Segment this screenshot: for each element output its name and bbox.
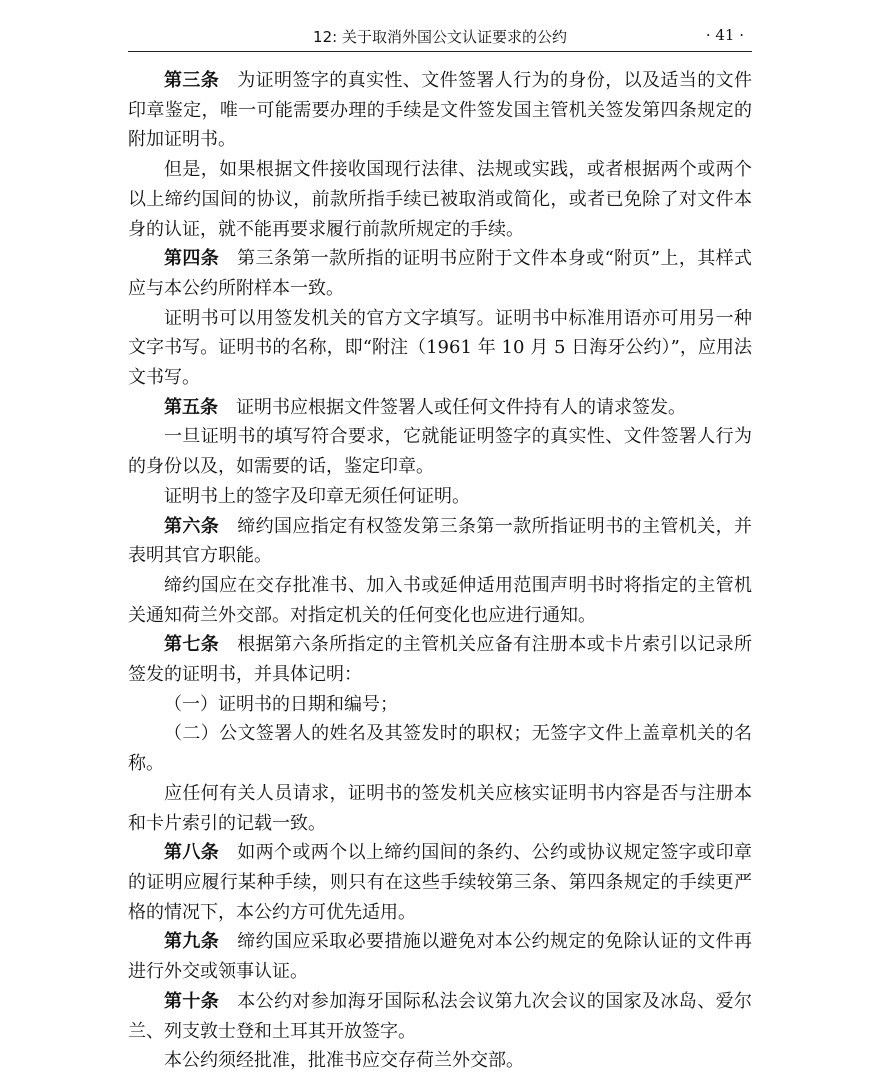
- article-number: 第八条: [164, 842, 220, 864]
- paragraph-text: 证明书上的签字及印章无须任何证明。: [164, 485, 470, 507]
- header-rule: [128, 51, 752, 52]
- paragraph-text: 一旦证明书的填写符合要求，它就能证明签字的真实性、文件签署人行为的身份以及，如需要的话，鉴定印章。: [128, 426, 752, 478]
- paragraph-text: 根据第六条所指定的主管机关应备有注册本或卡片索引以记录所签发的证明书，并具体记明：: [128, 634, 753, 686]
- paragraph-text: 本公约对参加海牙国际私法会议第九次会议的国家及冰岛、爱尔兰、列支敦士登和土耳其开放签字。: [128, 990, 753, 1042]
- paragraph: [128, 690, 752, 720]
- paragraph-text: 为证明签字的真实性、文件签署人行为的身份，以及适当的文件印章鉴定，唯一可能需要办理的手续是文件签发国主管机关签发第四条规定的附加证明书。: [128, 70, 753, 151]
- page-number: · 41 ·: [705, 26, 744, 44]
- article-number: 第五条: [164, 396, 218, 418]
- article-paragraph: [128, 630, 752, 689]
- article-number: 第四条: [164, 248, 220, 270]
- paragraph-text: 如两个或两个以上缔约国间的条约、公约或协议规定签字或印章的证明应履行某种手续，则只有在这些手续较第三条、第四条规定的手续更严格的情况下，本公约方可优先适用。: [128, 842, 753, 923]
- paragraph-text: 证明书应根据文件签署人或任何文件持有人的请求签发。: [236, 396, 686, 418]
- article-number: 第九条: [164, 931, 220, 953]
- paragraph-text: 缔约国应在交存批准书、加入书或延伸适用范围声明书时将指定的主管机关通知荷兰外交部。对指定机关的任何变化也应进行通知。: [128, 574, 752, 626]
- paragraph-text: 第三条第一款所指的证明书应附于文件本身或“附页”上，其样式应与本公约所附样本一致。: [128, 248, 752, 299]
- article-paragraph: [128, 987, 752, 1046]
- paragraph: [128, 482, 752, 512]
- chapter-title: 12: 关于取消外国公文认证要求的公约: [313, 28, 567, 46]
- paragraph-text: 缔约国应采取必要措施以避免对本公约规定的免除认证的文件再进行外交或领事认证。: [128, 931, 753, 983]
- paragraph-text: （一）证明书的日期和编号；: [164, 693, 398, 715]
- article-number: 第六条: [164, 515, 220, 537]
- paragraph: [128, 779, 752, 838]
- paragraph: [128, 155, 752, 244]
- article-number: 第三条: [164, 70, 220, 91]
- article-number: 第七条: [164, 634, 220, 656]
- paragraph-text: 应任何有关人员请求，证明书的签发机关应核实证明书内容是否与注册本和卡片索引的记载一致。: [128, 782, 752, 834]
- article-paragraph: [128, 838, 752, 927]
- running-header: [128, 22, 752, 52]
- article-paragraph: [128, 244, 752, 303]
- paragraph: [128, 571, 752, 630]
- article-paragraph: [128, 927, 752, 986]
- paragraph-text: 证明书可以用签发机关的官方文字填写。证明书中标准用语亦可用另一种文字书写。证明书的名称，即“附注（1961 年 10 月 5 日海牙公约）”，应用法文书写。: [128, 307, 752, 389]
- body-text: [128, 66, 752, 1076]
- paragraph-text: （二）公文签署人的姓名及其签发时的职权；无签字文件上盖章机关的名称。: [128, 723, 752, 775]
- paragraph: [128, 304, 752, 393]
- article-paragraph: [128, 66, 752, 155]
- paragraph-text: 本公约须经批准，批准书应交存荷兰外交部。: [164, 1050, 524, 1072]
- article-number: 第十条: [164, 990, 220, 1012]
- paragraph: [128, 719, 752, 778]
- paragraph-text: 缔约国应指定有权签发第三条第一款所指证明书的主管机关，并表明其官方职能。: [128, 515, 753, 567]
- paragraph: [128, 422, 752, 481]
- article-paragraph: [128, 512, 752, 571]
- article-paragraph: [128, 393, 752, 423]
- paragraph: [128, 1046, 752, 1076]
- paragraph-text: 但是，如果根据文件接收国现行法律、法规或实践，或者根据两个或两个以上缔约国间的协议，前款所指手续已被取消或简化，或者已免除了对文件本身的认证，就不能再要求履行前款所规定的手续。: [128, 159, 752, 240]
